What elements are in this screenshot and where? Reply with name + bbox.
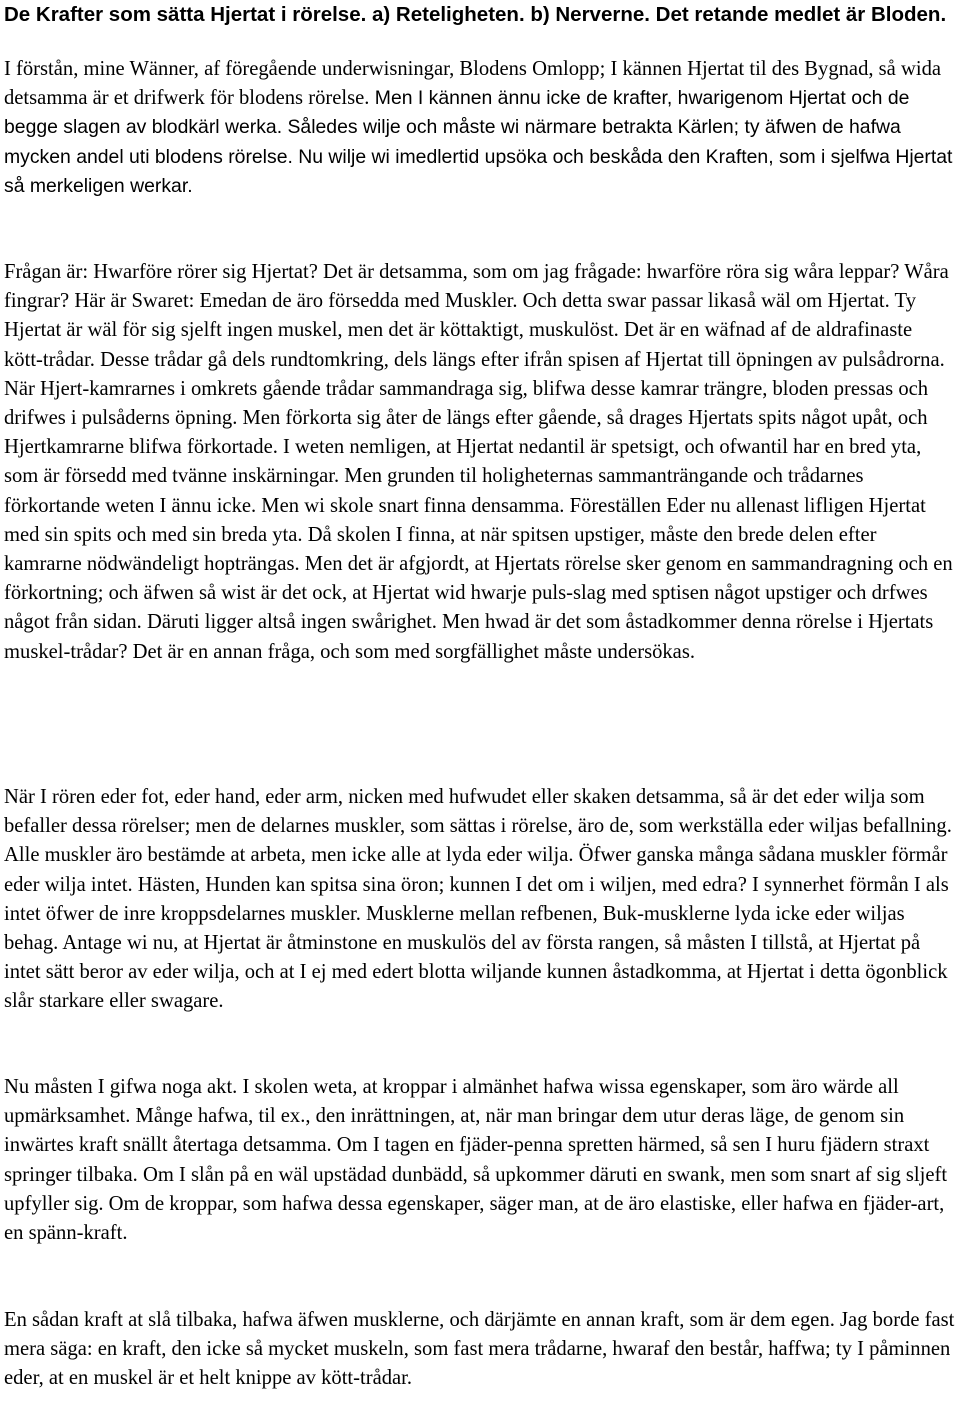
paragraph-1-part-b: Men I kännen ännu icke de krafter, hwarigenom Hjertat och de begge slagen av blodkärl werka. Således wilje och måste wi närmare betrakta Kärlen; ty äfwen de hafwa mycken andel uti blodens rörelse. Nu wilje wi imedlertid upsöka och beskåda den Kraften, som i sjelfwa Hjertat så merkeligen werkar. [4, 87, 953, 197]
paragraph-1 [4, 55, 956, 201]
document-heading: De Krafter som sätta Hjertat i rörelse. a) Reteligheten. b) Nerverne. Det retande medlet är Bloden. [4, 3, 947, 26]
paragraph-1-part-a: I förstån, mine Wänner, af föregående underwisningar, Blodens Omlopp; I kännen Hjertat til des Bygnad, så wida detsamma är et drifwerk för blodens rörelse. [4, 58, 942, 110]
paragraph-4: Nu måsten I gifwa noga akt. I skolen weta, at kroppar i almänhet hafwa wissa egenskaper, som äro wärde all upmärksamhet. Månge hafwa, til ex., den inrättningen, at, när man bringar dem utur deras läge, de genom sin inwärtes kraft snällt återtaga detsamma. Om I tagen en fjäder-penna spretten härmed, så sen I huru fjädern straxt springer tilbaka. Om I slån på en wäl upstädad dunbädd, så upkommer däruti en swank, men som snart af sig sljeft upfyller sig. Om de kroppar, som hafwa dessa egenskaper, säger man, at de äro elastiske, eller hafwa en fjäder-art, en spänn-kraft. [4, 1076, 948, 1245]
paragraph-5: En sådan kraft at slå tilbaka, hafwa äfwen musklerne, och därjämte en annan kraft, som är dem egen. Jag borde fast mera säga: en kraft, den icke så mycket muskeln, som fast mera trådarne, hwaraf den består, haffwa; ty I påminnen eder, at en muskel är et helt knippe av kött-trådar. [4, 1309, 955, 1390]
document-page [4, 0, 956, 1390]
paragraph-2: Frågan är: Hwarföre rörer sig Hjertat? Det är detsamma, som om jag frågade: hwarföre röra sig wåra leppar? Wåra fingrar? Här är Swaret: Emedan de äro försedda med Muskler. Och detta swar passar likaså wäl om Hjertat. Ty Hjertat är wäl för sig sjelft ingen muskel, men det är köttaktigt, muskulöst. Det är en wäfnad af de aldrafinaste kött-trådar. Desse trådar gå dels rundtomkring, dels längs efter ifrån spisen af Hjertat till öpningen av pulsådrorna. När Hjert-kamrarnes i omkrets gående trådar sammandraga sig, blifwa desse kamrar trängre, bloden pressas och drifwes i pulsåderns öpning. Men förkorta sig åter de längs efter gående, så drages Hjertats spits något upåt, och Hjertkamrarne blifwa förkortade. I weten nemligen, at Hjertat nedantil är spetsigt, och ofwantil har en bred yta, som är försedd med tvänne inskärningar. Men grunden til holigheternas sammanträngande och trådarnes förkortande weten I ännu icke. Men wi skole snart finna densamma. Föreställen Eder nu allenast lifligen Hjertat med sin spits och med sin breda yta. Då skolen I finna, at när spitsen upstiger, måste den brede delen efter kamrarne nödwändeligt hopträngas. Men det är afgjordt, at Hjertats rörelse sker genom en sammandragning och en förkortning; och äfwen så wist är det ock, at Hjertat wid hwarje puls-slag med sptisen något upstiger och drfwes något från sidan. Däruti ligger altså ingen swårighet. Men hwad är det som åstadkommer denna rörelse i Hjertats muskel-trådar? Det är en annan fråga, och som med sorgfällighet måste undersökas. [4, 261, 953, 663]
paragraph-3: När I rören eder fot, eder hand, eder arm, nicken med hufwudet eller skaken detsamma, så är det eder wilja som befaller dessa rörelser; men de delarnes muskler, som sättas i rörelse, äro de, som werkställa eder wiljas befallning. Alle muskler äro bestämde at arbeta, men icke alle at lyda eder wilja. Öfwer ganska många sådana muskler förmår eder wilja intet. Hästen, Hunden kan spitsa sina öron; kunnen I det om i wiljen, med edra? I synnerhet förmån I als intet öfwer de inre kroppsdelarnes muskler. Musklerne mellan refbenen, Buk-musklerne lyda icke eder wiljas behag. Antage wi nu, at Hjertat är åtminstone en muskulös del av första rangen, så måsten I tillstå, at Hjertat på intet sätt beror av eder wilja, och at I ej med edert blotta wiljande kunnen åstadkomma, at Hjertat i detta ögonblick slår starkare eller swagare. [4, 786, 952, 1013]
